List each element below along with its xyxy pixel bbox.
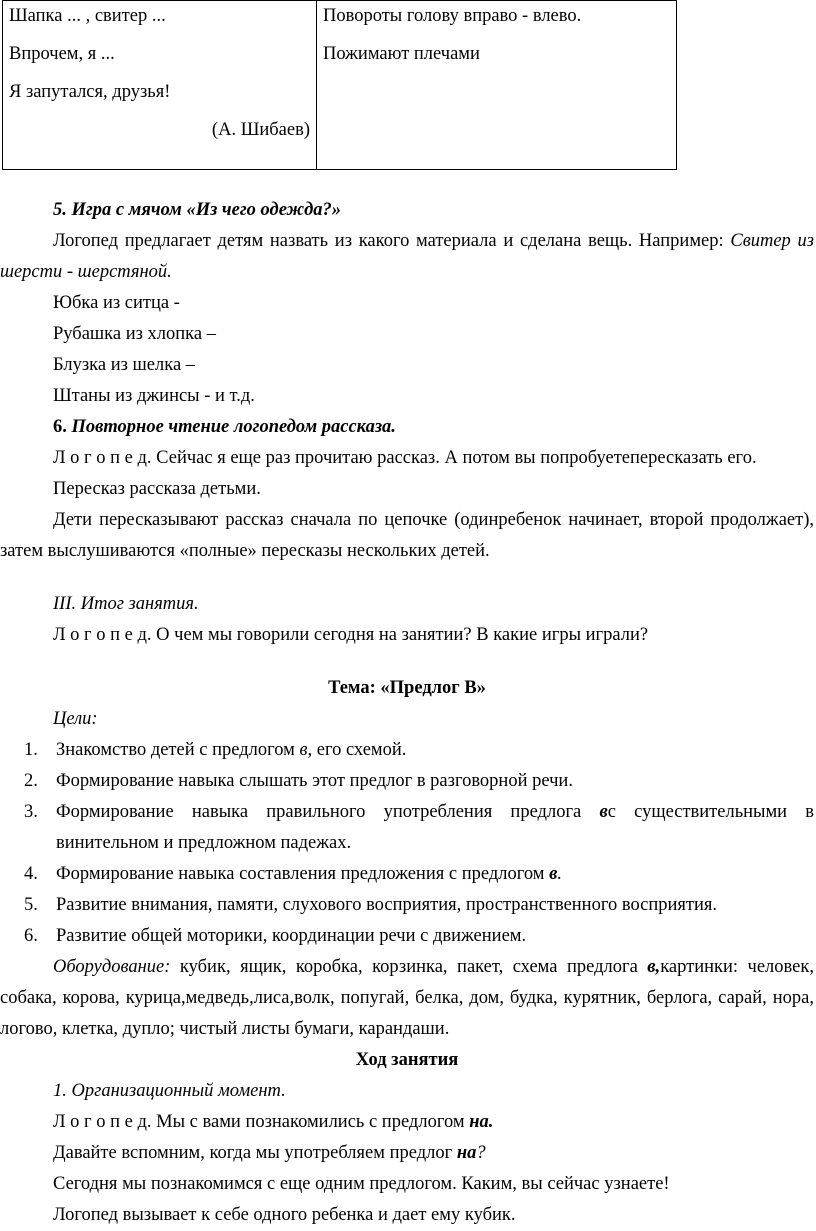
- poem-table: [2, 0, 677, 170]
- game5-title: 5. Игра с мячом «Из чего одежда?»: [53, 200, 342, 220]
- step6-title: 6. Повторное чтение логопедом рассказа.: [53, 417, 396, 437]
- poem-author: (А. Шибаев): [211, 120, 310, 140]
- game5-intro: Логопед предлагает детям назвать из какого материала и сделана вещь. Например: Свитер из шерсти - шерстяной.: [0, 231, 814, 282]
- goal-item: 3. Формирование навыка правильного употребления предлога вс существительными в винительном и предложном падежах.: [24, 802, 814, 853]
- lesson-line: Л о г о п е д. Мы с вами познакомились с предлогом на.: [53, 1112, 494, 1132]
- movement-line: Повороты голову вправо - влево.: [323, 6, 582, 26]
- goals-label: Цели:: [53, 709, 98, 729]
- goal-item: 4. Формирование навыка составления предложения с предлогом в.: [24, 864, 562, 884]
- goal-item: 2. Формирование навыка слышать этот предлог в разговорной речи.: [24, 771, 573, 791]
- goal-item: 5. Развитие внимания, памяти, слухового восприятия, пространственного восприятия.: [24, 895, 718, 915]
- lesson-line: Сегодня мы познакомимся с еще одним предлогом. Каким, вы сейчас узнаете!: [53, 1174, 670, 1194]
- poem-line: Я запутался, друзья!: [9, 82, 171, 102]
- goal-item: 1. Знакомство детей с предлогом в, его схемой.: [24, 740, 407, 760]
- spacer: [0, 567, 814, 589]
- retell-text: Дети пересказывают рассказ сначала по цепочке (одинребенок начинает, второй продолжает), затем выслушиваются «полные» пересказы нескольких детей.: [0, 510, 814, 561]
- retell-title: Пересказ рассказа детьми.: [53, 479, 261, 499]
- equipment: Оборудование: кубик, ящик, коробка, корзинка, пакет, схема предлога в,картинки: человек, собака, корова, курица,медведь,лиса,волк, попугай, белка, дом, будка, курятник, берлога, сарай, нора, логово, клетка, дупло; чистый листы бумаги, карандаши.: [0, 957, 814, 1039]
- game5-item: Рубашка из хлопка –: [53, 324, 216, 344]
- lesson-line: Логопед вызывает к себе одного ребенка и дает ему кубик.: [53, 1205, 516, 1225]
- poem-line: Впрочем, я ...: [9, 44, 115, 64]
- lesson-line: Давайте вспомним, когда мы употребляем предлог на?: [53, 1143, 486, 1163]
- movement-cell: [317, 1, 677, 170]
- spacer: [0, 651, 814, 673]
- poem-line: Шапка ... , свитер ...: [9, 6, 166, 26]
- summary-title: III. Итог занятия.: [53, 594, 199, 614]
- summary-text: Л о г о п е д. О чем мы говорили сегодня на занятии? В какие игры играли?: [53, 625, 649, 645]
- movement-line: Пожимают плечами: [323, 44, 480, 64]
- poem-cell: [3, 1, 317, 170]
- goal-item: 6. Развитие общей моторики, координации речи с движением.: [24, 926, 527, 946]
- goals-list: [0, 735, 814, 952]
- step6-text: Л о г о п е д. Сейчас я еще раз прочитаю рассказ. А потом вы попробуетепересказать его.: [53, 448, 757, 468]
- lesson-title: Ход занятия: [355, 1050, 459, 1070]
- document-body: [0, 195, 814, 1231]
- game5-item: Юбка из ситца -: [53, 293, 180, 313]
- game5-item: Блузка из шелка –: [53, 355, 196, 375]
- topic-title: Тема: «Предлог В»: [328, 678, 486, 698]
- org-moment: 1. Организационный момент.: [53, 1081, 286, 1101]
- game5-item: Штаны из джинсы - и т.д.: [53, 386, 255, 406]
